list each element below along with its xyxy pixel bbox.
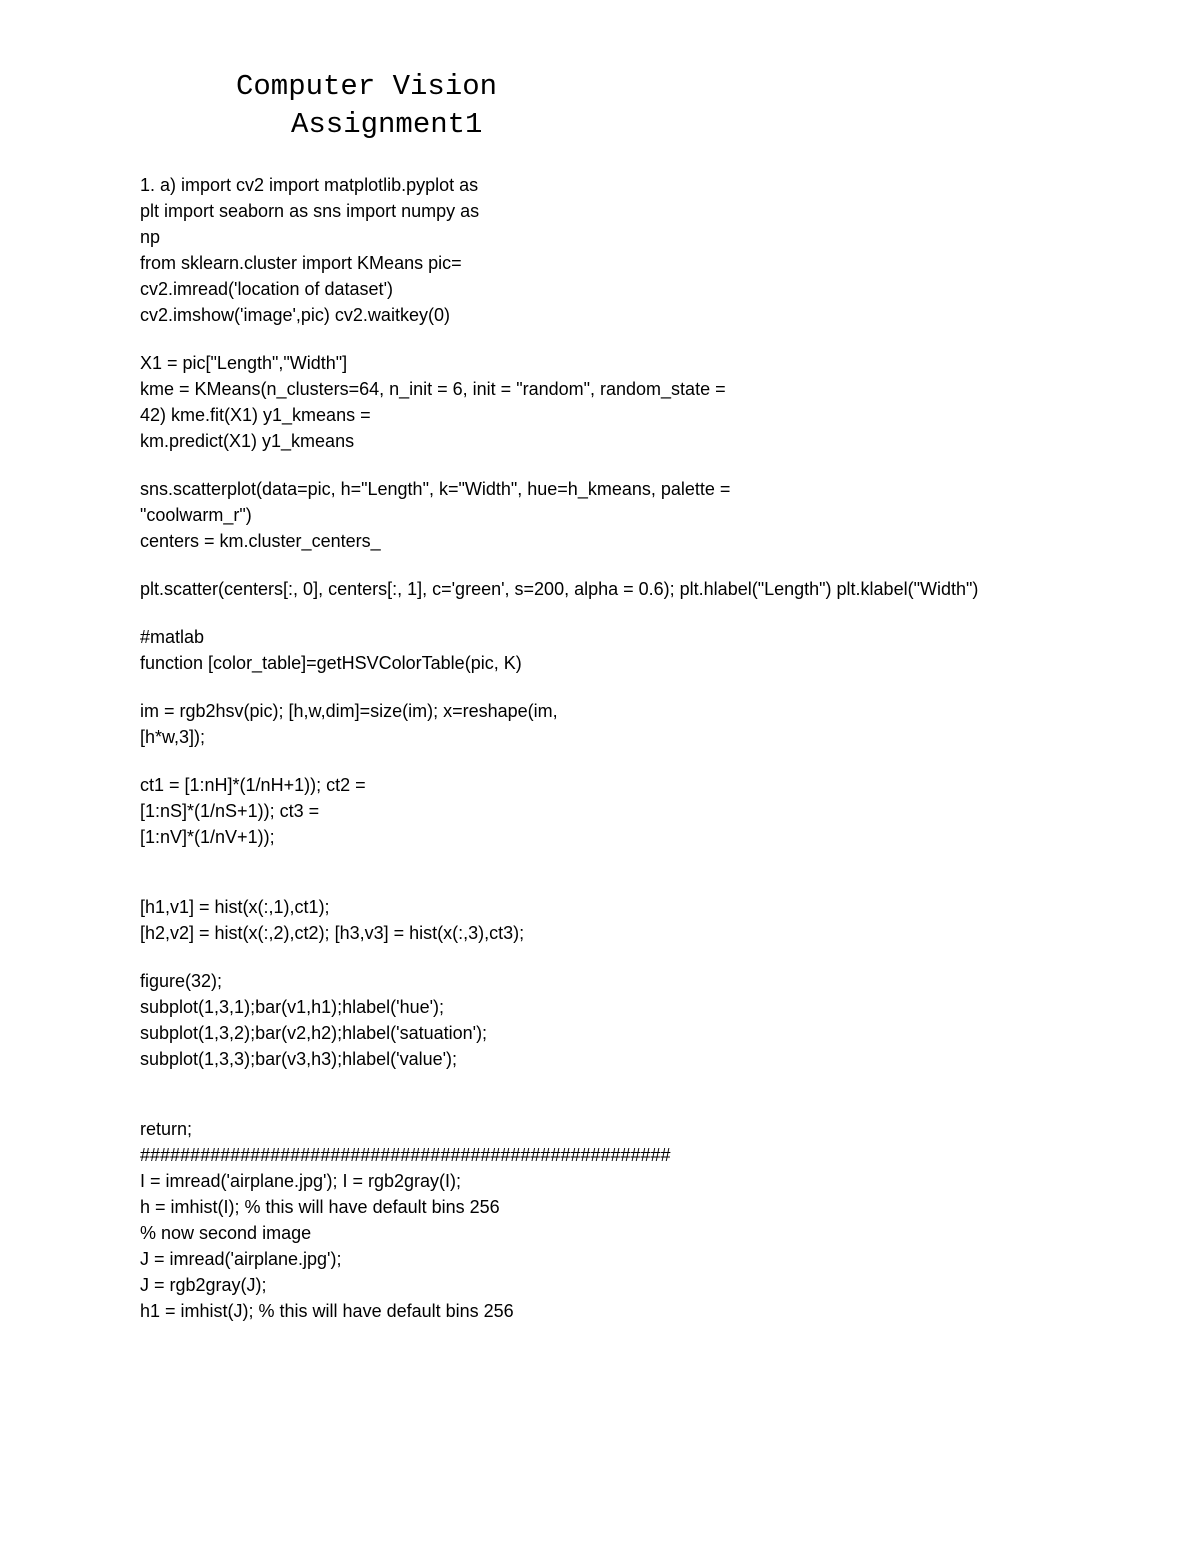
code-block-centers — [140, 576, 1180, 602]
code-line: X1 = pic["Length","Width"] — [140, 353, 348, 373]
code-line: plt.scatter(centers[:, 0], centers[:, 1], c='green', s=200, alpha = 0.6); plt.hlabel("Length") plt.klabel("Width") — [140, 579, 979, 599]
code-line: #matlab — [140, 627, 205, 647]
code-block-imports — [140, 172, 1180, 328]
code-line: h = imhist(I); % this will have default bins 256 — [140, 1197, 500, 1217]
document-title: Computer Vision — [236, 70, 498, 103]
spacer — [140, 750, 1180, 772]
code-block-scatterplot — [140, 476, 1180, 554]
code-line: return; — [140, 1119, 193, 1139]
spacer — [140, 554, 1180, 576]
code-block-matlab-ct — [140, 772, 1180, 850]
spacer — [140, 946, 1180, 968]
code-line: sns.scatterplot(data=pic, h="Length", k="Width", hue=h_kmeans, palette = — [140, 479, 731, 499]
code-line: subplot(1,3,1);bar(v1,h1);hlabel('hue'); — [140, 997, 445, 1017]
code-line: [1:nS]*(1/nS+1)); ct3 = — [140, 801, 320, 821]
code-line: I = imread('airplane.jpg'); I = rgb2gray(I); — [140, 1171, 462, 1191]
code-line: [1:nV]*(1/nV+1)); — [140, 827, 275, 847]
code-line: subplot(1,3,2);bar(v2,h2);hlabel('satuation'); — [140, 1023, 488, 1043]
code-line: np — [140, 227, 161, 247]
code-block-matlab-hist — [140, 894, 1180, 946]
code-line: 1. a) import cv2 import matplotlib.pyplot as — [140, 175, 479, 195]
document-subtitle: Assignment1 — [291, 108, 483, 141]
spacer — [140, 602, 1180, 624]
spacer — [140, 676, 1180, 698]
code-line: h1 = imhist(J); % this will have default bins 256 — [140, 1301, 514, 1321]
document-body — [140, 172, 1180, 1324]
spacer — [140, 454, 1180, 476]
code-line: J = imread('airplane.jpg'); — [140, 1249, 342, 1269]
code-line: "coolwarm_r") — [140, 505, 252, 525]
code-block-kmeans — [140, 350, 1180, 454]
code-line: ct1 = [1:nH]*(1/nH+1)); ct2 = — [140, 775, 366, 795]
code-line: im = rgb2hsv(pic); [h,w,dim]=size(im); x=reshape(im, — [140, 701, 558, 721]
code-line: km.predict(X1) y1_kmeans — [140, 431, 355, 451]
code-line: ##################################################### — [140, 1145, 671, 1165]
spacer — [140, 1072, 1180, 1116]
code-line: function [color_table]=getHSVColorTable(pic, K) — [140, 653, 522, 673]
code-block-matlab-imhist — [140, 1116, 1180, 1324]
code-line: figure(32); — [140, 971, 223, 991]
code-block-matlab-function — [140, 624, 1180, 676]
code-line: centers = km.cluster_centers_ — [140, 531, 381, 551]
code-line: cv2.imshow('image',pic) cv2.waitkey(0) — [140, 305, 450, 325]
code-block-matlab-reshape — [140, 698, 1180, 750]
code-line: 42) kme.fit(X1) y1_kmeans = — [140, 405, 371, 425]
code-block-matlab-figure — [140, 968, 1180, 1072]
code-line: J = rgb2gray(J); — [140, 1275, 267, 1295]
code-line: [h*w,3]); — [140, 727, 206, 747]
code-line: subplot(1,3,3);bar(v3,h3);hlabel('value'); — [140, 1049, 458, 1069]
spacer — [140, 850, 1180, 894]
code-line: % now second image — [140, 1223, 312, 1243]
code-line: [h1,v1] = hist(x(:,1),ct1); — [140, 897, 330, 917]
code-line: [h2,v2] = hist(x(:,2),ct2); [h3,v3] = hist(x(:,3),ct3); — [140, 923, 525, 943]
code-line: from sklearn.cluster import KMeans pic= — [140, 253, 462, 273]
spacer — [140, 328, 1180, 350]
code-line: cv2.imread('location of dataset') — [140, 279, 393, 299]
code-line: plt import seaborn as sns import numpy as — [140, 201, 480, 221]
code-line: kme = KMeans(n_clusters=64, n_init = 6, init = "random", random_state = — [140, 379, 726, 399]
